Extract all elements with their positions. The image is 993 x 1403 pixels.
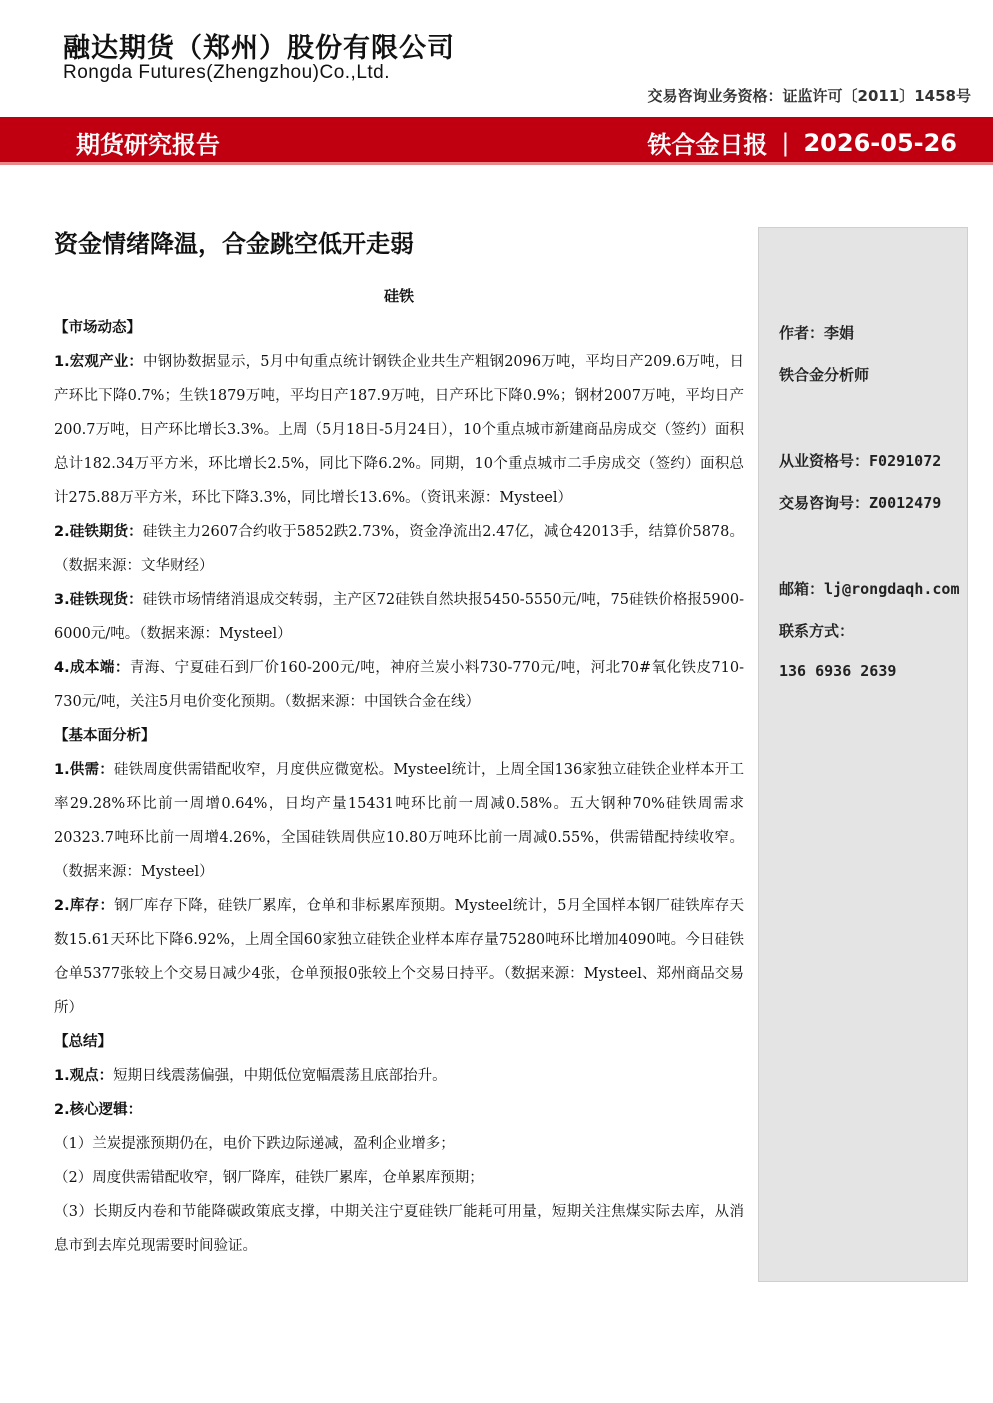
phone-value: 136 6936 2639 (779, 662, 897, 680)
email-label: 邮箱： (779, 580, 825, 598)
report-headline: 资金情绪降温，合金跳空低开走弱 (54, 230, 414, 258)
fundamental-item-text: 硅铁周度供需错配收窄，月度供应微宽松。Mysteel统计，上周全国136家独立硅铁企业样本开工率29.28%环比前一周增0.64%，日均产量15431吨环比前一周减0.58%。五大钢种70%硅铁周需求20323.7吨环比前一周增4.26%，全国硅铁周供应10.80万吨环比前一周减0.55%，供需错配持续收窄。（数据来源：Mysteel） (54, 762, 744, 880)
email-address[interactable]: lj@rongdaqh.com (824, 580, 960, 598)
market-item (54, 583, 744, 651)
market-item-label: 2.硅铁期货： (54, 524, 143, 540)
banner-date: 2026-05-26 (803, 128, 957, 157)
email-line (779, 578, 959, 599)
market-item-text: 硅铁市场情绪消退成交转弱，主产区72硅铁自然块报5450-5550元/吨，75硅铁价格报5900-6000元/吨。（数据来源：Mysteel） (54, 592, 744, 642)
qualification-number: F0291072 (869, 452, 942, 470)
summary-header: 【总结】 (54, 1034, 112, 1050)
report-body (54, 311, 744, 1263)
market-item-label: 1.宏观产业： (54, 354, 144, 370)
summary-view-text: 短期日线震荡偏强，中期低位宽幅震荡且底部抬升。 (113, 1068, 447, 1084)
banner-report-name: 铁合金日报 (647, 131, 768, 159)
banner-separator: | (781, 128, 790, 157)
logic-item: （3）长期反内卷和节能降碳政策底支撑，中期关注宁夏硅铁厂能耗可用量，短期关注焦煤实际去库，从消息市到去库兑现需要时间验证。 (54, 1204, 744, 1254)
market-item (54, 345, 744, 515)
market-item-label: 4.成本端： (54, 660, 130, 676)
market-item-text: 青海、宁夏硅石到厂价160-200元/吨，神府兰炭小料730-770元/吨，河北70#氧化铁皮710-730元/吨，关注5月电价变化预期。（数据来源：中国铁合金在线） (54, 660, 744, 710)
fundamental-header: 【基本面分析】 (54, 728, 156, 744)
summary-view-label: 1.观点： (54, 1068, 114, 1084)
phone-number (779, 662, 896, 680)
market-item-text: 中钢协数据显示，5月中旬重点统计钢铁企业共生产粗钢2096万吨，平均日产209.6万吨，日产环比下降0.7%；生铁1879万吨，平均日产187.9万吨，日产环比下降0.9%；钢材2007万吨，平均日产200.7万吨，日产环比增长3.3%。上周（5月18日-5月24日），10个重点城市新建商品房成交（签约）面积总计182.34万平方米，环比增长2.5%，同比下降6.2%。同期，10个重点城市二手房成交（签约）面积总计275.88万平方米，环比下降3.3%，同比增长13.6%。（资讯来源：Mysteel） (54, 354, 744, 506)
consult-label: 交易咨询号： (779, 494, 870, 512)
market-item (54, 515, 744, 583)
summary-logic-label: 2.核心逻辑： (54, 1102, 143, 1118)
author-label: 作者： (779, 324, 825, 342)
consult-number: Z0012479 (869, 494, 942, 512)
report-banner (0, 117, 993, 165)
fundamental-item-label: 2.库存： (54, 898, 115, 914)
summary-view (54, 1059, 744, 1093)
author-line (779, 322, 854, 343)
consult-line (779, 492, 941, 513)
banner-report-type: 期货研究报告 (76, 131, 220, 159)
license-text: 交易咨询业务资格：证监许可〔2011〕1458号 (647, 87, 971, 105)
logic-item: （2）周度供需错配收窄，钢厂降库，硅铁厂累库，仓单累库预期； (54, 1170, 484, 1186)
market-item-label: 3.硅铁现货： (54, 592, 143, 608)
market-item-text: 硅铁主力2607合约收于5852跌2.73%，资金净流出2.47亿，减仓42013手，结算价5878。（数据来源：文华财经） (54, 524, 744, 574)
contact-label: 联系方式： (779, 622, 855, 640)
company-name-en: Rongda Futures(Zhengzhou)Co.,Ltd. (63, 62, 391, 83)
author-name: 李娟 (824, 324, 855, 342)
banner-report-info (647, 125, 957, 160)
logic-item: （1）兰炭提涨预期仍在，电价下跌边际递减，盈利企业增多； (54, 1136, 455, 1152)
author-title: 铁合金分析师 (779, 366, 870, 384)
qualification-line (779, 450, 941, 471)
qualification-label: 从业资格号： (779, 452, 870, 470)
author-sidebar (758, 227, 968, 1282)
market-item (54, 651, 744, 719)
fundamental-item-text: 钢厂库存下降，硅铁厂累库，仓单和非标累库预期。Mysteel统计，5月全国样本钢厂硅铁库存天数15.61天环比下降6.92%，上周全国60家独立硅铁企业样本库存量75280吨环比增加4090吨。今日硅铁仓单5377张较上个交易日减少4张，仓单预报0张较上个交易日持平。（数据来源：Mysteel、郑州商品交易所） (54, 898, 745, 1016)
fundamental-item (54, 753, 744, 889)
company-name-cn: 融达期货（郑州）股份有限公司 (63, 33, 455, 64)
market-header: 【市场动态】 (54, 320, 141, 336)
fundamental-item-label: 1.供需： (54, 762, 114, 778)
section-title: 硅铁 (383, 287, 414, 305)
fundamental-item (54, 889, 744, 1025)
